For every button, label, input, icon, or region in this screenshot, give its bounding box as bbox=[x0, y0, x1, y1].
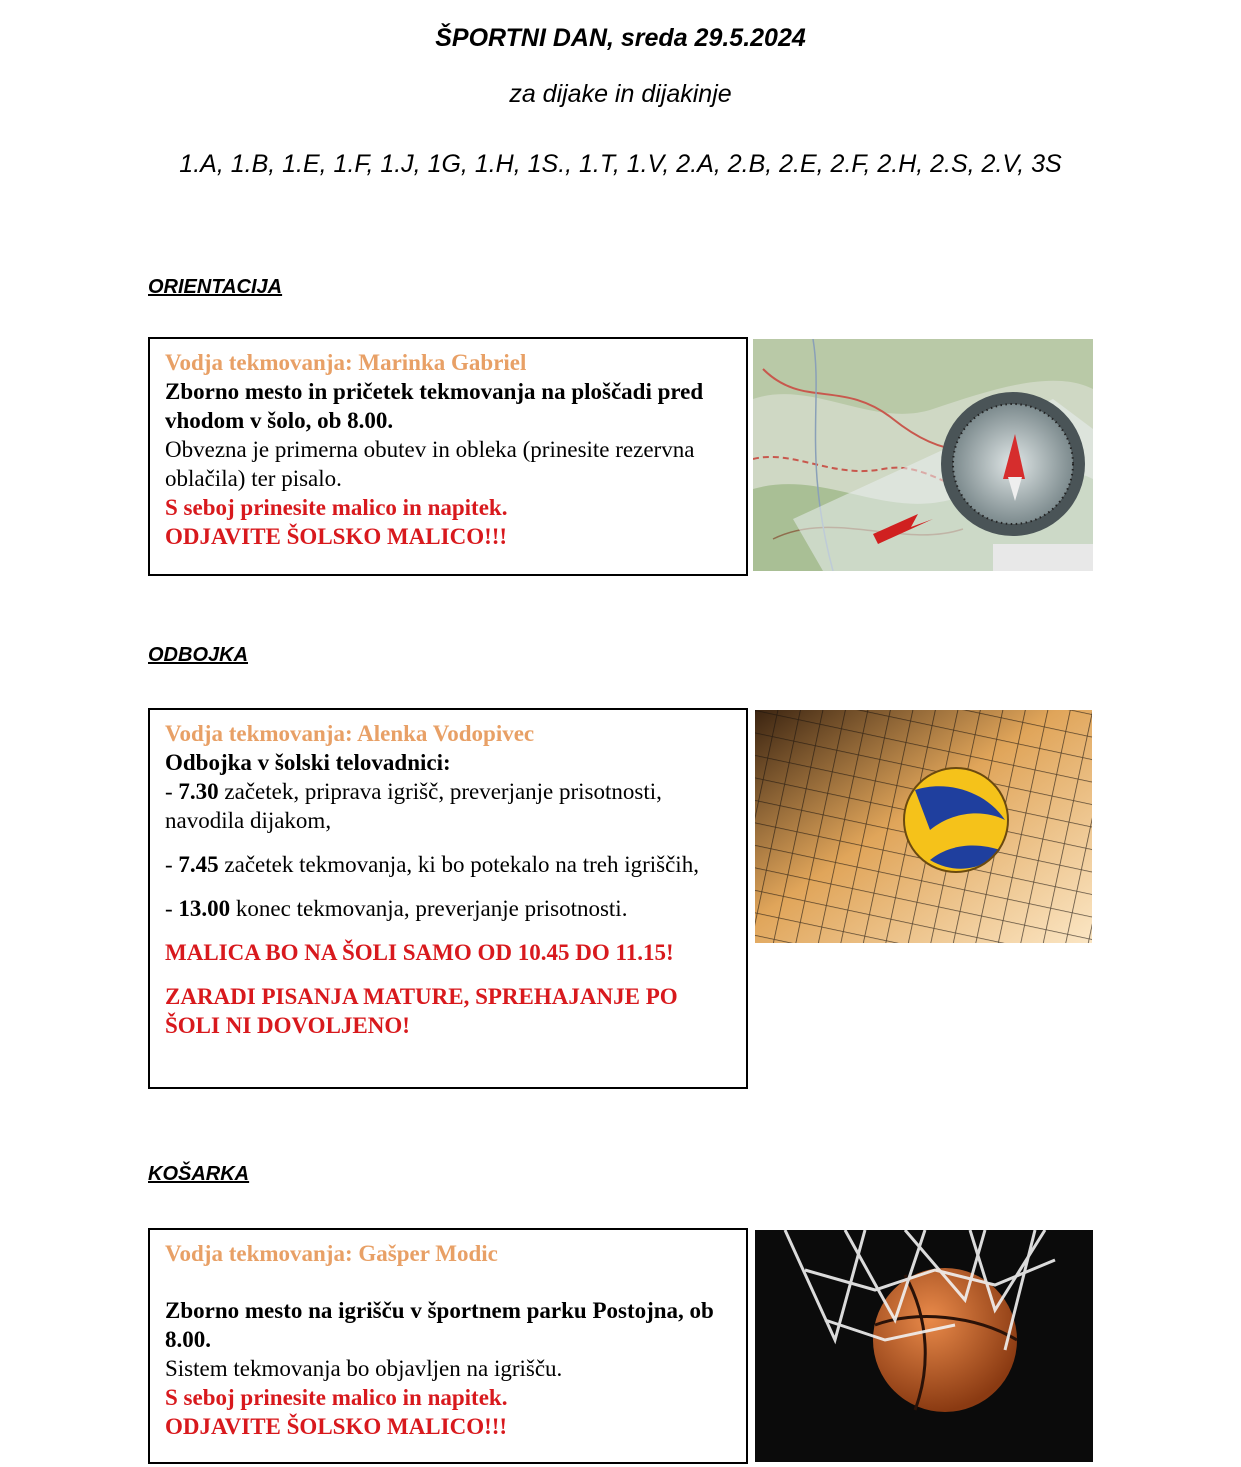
class-list: 1.A, 1.B, 1.E, 1.F, 1.J, 1G, 1.H, 1S., 1.T, 1.V, 2.A, 2.B, 2.E, 2.F, 2.H, 2.S, 2.V, 3S bbox=[179, 150, 1062, 178]
warning-lunch: S seboj prinesite malico in napitek. bbox=[165, 1385, 508, 1410]
section-heading-odbojka: ODBOJKA bbox=[148, 644, 249, 666]
warning-lunch-time: MALICA BO NA ŠOLI SAMO OD 10.45 DO 11.15! bbox=[165, 940, 674, 965]
list-item: - 7.45 začetek tekmovanja, ki bo potekalo na treh igriščih, bbox=[165, 852, 699, 877]
section-heading-kosarka: KOŠARKA bbox=[148, 1163, 250, 1185]
list-item: - 7.30 začetek, priprava igrišč, preverjanje prisotnosti, navodila dijakom, bbox=[165, 779, 662, 833]
info-box-odbojka bbox=[148, 708, 748, 1089]
info-box-orientacija bbox=[148, 337, 748, 576]
map-compass-photo bbox=[753, 339, 1093, 571]
meeting-point: Zborno mesto in pričetek tekmovanja na ploščadi pred vhodom v šolo, ob 8.00. bbox=[165, 379, 704, 433]
meeting-point: Zborno mesto na igrišču v športnem parku Postojna, ob 8.00. bbox=[165, 1298, 714, 1352]
equipment-note: Obvezna je primerna obutev in obleka (prinesite rezervna oblačila) ter pisalo. bbox=[165, 437, 695, 491]
warning-school-meal: ODJAVITE ŠOLSKO MALICO!!! bbox=[165, 1414, 508, 1439]
section-heading-orientacija: ORIENTACIJA bbox=[148, 276, 283, 298]
warning-matura: ZARADI PISANJA MATURE, SPREHAJANJE PO ŠOLI NI DOVOLJENO! bbox=[165, 984, 678, 1038]
page-title: ŠPORTNI DAN, sreda 29.5.2024 bbox=[435, 24, 806, 52]
venue: Odbojka v šolski telovadnici: bbox=[165, 750, 451, 775]
leader-name: Vodja tekmovanja: Alenka Vodopivec bbox=[165, 721, 535, 746]
info-box-kosarka bbox=[148, 1228, 748, 1464]
warning-school-meal: ODJAVITE ŠOLSKO MALICO!!! bbox=[165, 524, 508, 549]
warning-lunch: S seboj prinesite malico in napitek. bbox=[165, 495, 508, 520]
page-subtitle: za dijake in dijakinje bbox=[509, 80, 732, 108]
leader-name: Vodja tekmovanja: Marinka Gabriel bbox=[165, 350, 527, 375]
competition-system-note: Sistem tekmovanja bo objavljen na igrišču. bbox=[165, 1356, 563, 1381]
leader-name: Vodja tekmovanja: Gašper Modic bbox=[165, 1241, 498, 1266]
volleyball-net-photo bbox=[755, 710, 1092, 943]
basketball-hoop-photo bbox=[755, 1230, 1093, 1462]
list-item: - 13.00 konec tekmovanja, preverjanje prisotnosti. bbox=[165, 896, 628, 921]
